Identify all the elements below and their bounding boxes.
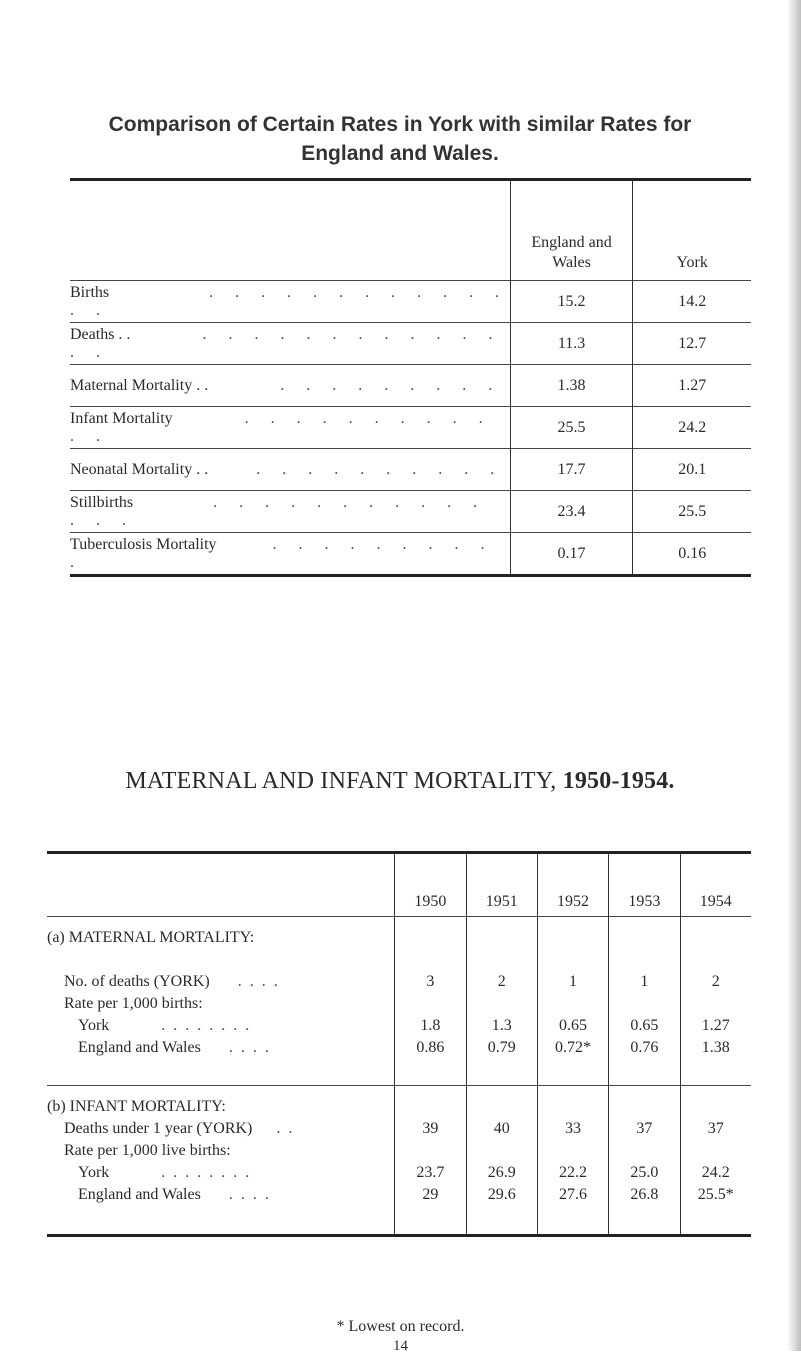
ew-label (47, 1037, 394, 1059)
row-label-text: Births (70, 283, 110, 301)
row-label (70, 323, 510, 365)
cell-york: 1.8 (420, 1017, 441, 1034)
leader-dots: . . . . . . . . . . . . . . (70, 325, 502, 361)
ew-label (47, 1184, 394, 1206)
cell-ew: 11.3 (510, 323, 633, 365)
mortality-title-years: 1950-1954. (562, 768, 675, 794)
cell-deaths: 3 (426, 973, 435, 990)
leader-dots: . . . . . . . . . (280, 376, 502, 394)
table-row (70, 365, 751, 407)
cell-ew: 1.38 (701, 1039, 730, 1056)
leader-dots: . . . . . . . . . . . . (70, 409, 492, 445)
cell-deaths: 40 (493, 1120, 510, 1137)
row-label (70, 407, 510, 449)
cell-ew: 0.86 (416, 1039, 445, 1056)
row-label-text: Neonatal Mortality . . (70, 460, 209, 478)
leader-dots: . . (276, 1120, 295, 1137)
year-col (609, 1086, 680, 1236)
table-row (70, 281, 751, 323)
row-label-text: Maternal Mortality . . (70, 376, 209, 394)
cell-york: 24.2 (633, 407, 751, 449)
header-england-wales (510, 180, 633, 281)
mortality-title (40, 768, 760, 795)
year-header: 1954 (680, 853, 751, 917)
cell-york: 25.0 (630, 1164, 659, 1181)
year-header: 1952 (537, 853, 608, 917)
year-header: 1950 (395, 853, 466, 917)
cell-ew: 1.38 (510, 365, 633, 407)
header-england-wales-line1: England and (531, 234, 612, 251)
header-york: York (633, 180, 751, 281)
deaths-label (47, 971, 394, 993)
ew-label-text: England and Wales (78, 1039, 201, 1056)
cell-deaths: 1 (640, 973, 649, 990)
mortality-header-row (47, 853, 751, 917)
cell-ew: 25.5* (697, 1186, 734, 1203)
cell-ew: 29.6 (487, 1186, 516, 1203)
cell-york: 0.65 (559, 1017, 588, 1034)
year-header: 1953 (609, 853, 680, 917)
cell-york: 1.27 (701, 1017, 730, 1034)
table-row (70, 323, 751, 365)
cell-ew: 26.8 (630, 1186, 659, 1203)
row-label (70, 449, 510, 491)
table-row (70, 491, 751, 533)
year-col (466, 1086, 537, 1236)
cell-ew: 27.6 (559, 1186, 588, 1203)
cell-ew: 25.5 (510, 407, 633, 449)
year-col (395, 1086, 466, 1236)
cell-ew: 17.7 (510, 449, 633, 491)
comparison-title-line2: England and Wales. (301, 142, 499, 165)
year-col (609, 917, 680, 1086)
york-label-text: York (78, 1164, 110, 1181)
cell-ew: 0.72* (555, 1039, 592, 1056)
year-col (395, 917, 466, 1086)
leader-dots: . . . . . . . . . . . . . . (70, 283, 509, 319)
year-col (680, 917, 751, 1086)
york-label-text: York (78, 1017, 110, 1034)
leader-dots: . . . . . . . . (161, 1017, 252, 1034)
year-header: 1951 (466, 853, 537, 917)
comparison-title (60, 110, 740, 168)
row-label-text: Stillbirths (70, 493, 134, 511)
page-number: 14 (393, 1338, 408, 1354)
year-col (537, 1086, 608, 1236)
leader-dots: . . . . (237, 973, 280, 990)
row-label-text: Tuberculosis Mortality (70, 535, 217, 553)
leader-dots: . . . . . . . . . . (70, 535, 494, 571)
mortality-header-blank (47, 853, 395, 917)
table-row (70, 533, 751, 576)
mortality-title-text: MATERNAL AND INFANT MORTALITY, (125, 768, 557, 794)
section-heading: (a) MATERNAL MORTALITY: (47, 929, 255, 946)
cell-york: 23.7 (416, 1164, 445, 1181)
cell-york: 20.1 (633, 449, 751, 491)
leader-dots: . . . . . . . . (161, 1164, 252, 1181)
cell-deaths: 1 (569, 973, 578, 990)
york-label (47, 1015, 394, 1037)
comparison-title-line1: Comparison of Certain Rates in York with similar Rates for (108, 113, 692, 136)
deaths-label (47, 1118, 394, 1140)
cell-ew: 15.2 (510, 281, 633, 323)
leader-dots: . . . . . . . . . . (256, 460, 504, 478)
cell-york: 22.2 (559, 1164, 588, 1181)
row-label (70, 281, 510, 323)
deaths-label-text: No. of deaths (YORK) (64, 973, 210, 990)
table-row (70, 449, 751, 491)
cell-york: 26.9 (487, 1164, 516, 1181)
section-heading: (b) INFANT MORTALITY: (47, 1098, 226, 1115)
section-maternal-labels (47, 917, 395, 1086)
cell-deaths: 37 (636, 1120, 653, 1137)
cell-deaths: 2 (497, 973, 506, 990)
cell-ew: 23.4 (510, 491, 633, 533)
footnote: * Lowest on record. (336, 1318, 465, 1335)
cell-york: 1.3 (491, 1017, 512, 1034)
year-col (466, 917, 537, 1086)
row-label (70, 533, 510, 576)
cell-ew: 29 (422, 1186, 439, 1203)
ew-label-text: England and Wales (78, 1186, 201, 1203)
rate-label: Rate per 1,000 live births: (64, 1142, 231, 1159)
cell-york: 24.2 (701, 1164, 730, 1181)
leader-dots: . . . . (228, 1039, 271, 1056)
page-edge-shadow (787, 0, 801, 1351)
cell-york: 14.2 (633, 281, 751, 323)
cell-york: 25.5 (633, 491, 751, 533)
deaths-label-text: Deaths under 1 year (YORK) (64, 1120, 253, 1137)
year-col (537, 917, 608, 1086)
leader-dots: . . . . . . . . . . . . . . (70, 493, 487, 529)
mortality-table (47, 851, 751, 1237)
cell-deaths: 39 (422, 1120, 439, 1137)
cell-ew: 0.17 (510, 533, 633, 576)
header-england-wales-line2: Wales (552, 254, 591, 271)
cell-york: 0.16 (633, 533, 751, 576)
row-label-text: Deaths . . (70, 325, 131, 343)
cell-york: 1.27 (633, 365, 751, 407)
year-col (680, 1086, 751, 1236)
rate-label: Rate per 1,000 births: (64, 995, 203, 1012)
leader-dots: . . . . (228, 1186, 271, 1203)
row-label (70, 365, 510, 407)
cell-deaths: 37 (707, 1120, 724, 1137)
row-label (70, 491, 510, 533)
comparison-header-row (70, 180, 751, 281)
cell-ew: 0.79 (487, 1039, 516, 1056)
row-label-text: Infant Mortality (70, 409, 173, 427)
york-label (47, 1162, 394, 1184)
section-maternal (47, 917, 751, 1086)
cell-deaths: 2 (711, 973, 720, 990)
comparison-header-blank (70, 180, 510, 281)
cell-york: 0.65 (630, 1017, 659, 1034)
comparison-rates-table (70, 178, 751, 577)
cell-york: 12.7 (633, 323, 751, 365)
table-row (70, 407, 751, 449)
cell-deaths: 33 (565, 1120, 582, 1137)
cell-ew: 0.76 (630, 1039, 659, 1056)
section-infant-labels (47, 1086, 395, 1236)
section-infant (47, 1086, 751, 1236)
